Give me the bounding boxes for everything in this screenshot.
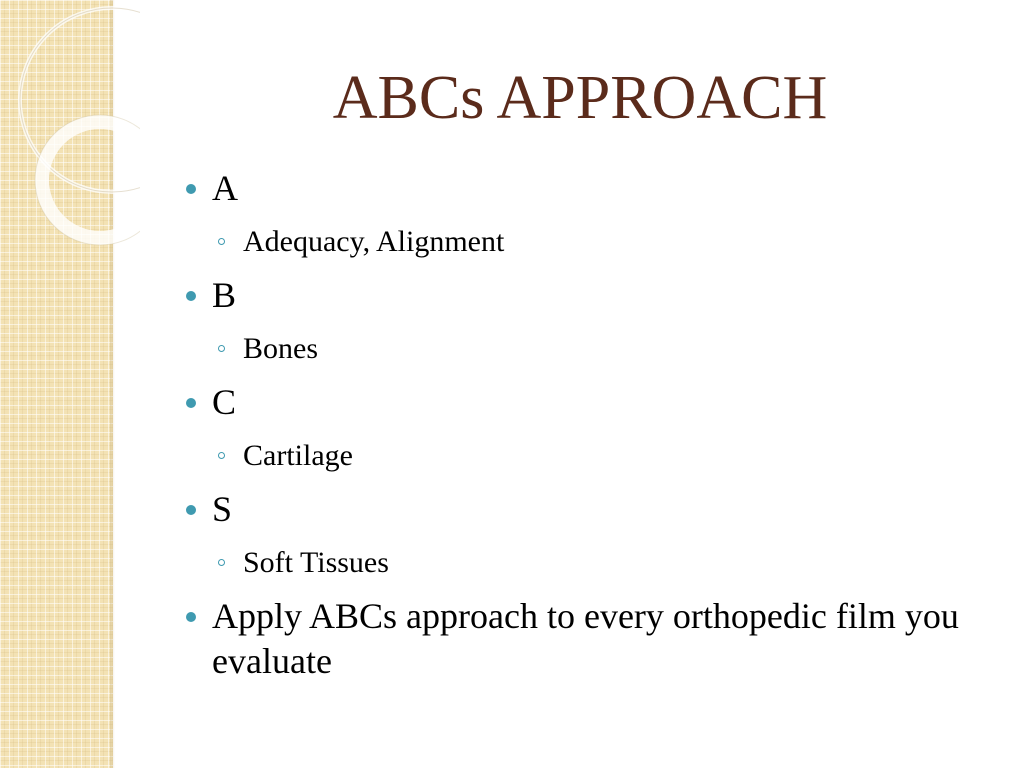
- subbullet-text: Cartilage: [243, 439, 353, 472]
- list-subitem: [184, 223, 984, 261]
- filled-circle-icon: [186, 398, 196, 408]
- hollow-circle-icon: [218, 559, 225, 566]
- bullet-label: B: [212, 275, 237, 315]
- list-subitem: [184, 330, 984, 368]
- list-item: [184, 380, 984, 425]
- bullet-label: S: [212, 489, 233, 529]
- bullet-label: C: [212, 382, 237, 422]
- filled-circle-icon: [186, 184, 196, 194]
- hollow-circle-icon: [218, 238, 225, 245]
- list-subitem: [184, 437, 984, 475]
- subbullet-text: Soft Tissues: [243, 546, 389, 579]
- hollow-circle-icon: [218, 452, 225, 459]
- decorative-rings-icon: [0, 0, 140, 260]
- subbullet-text: Adequacy, Alignment: [243, 225, 505, 258]
- subbullet-text: Bones: [243, 332, 318, 365]
- list-item: [184, 594, 984, 684]
- bullet-label: A: [212, 168, 238, 208]
- bullet-list: [184, 166, 984, 684]
- filled-circle-icon: [186, 612, 196, 622]
- filled-circle-icon: [186, 291, 196, 301]
- slide-title: ABCs APPROACH: [332, 64, 828, 132]
- final-bullet-text: Apply ABCs approach to every orthopedic film you evaluate: [212, 596, 959, 681]
- hollow-circle-icon: [218, 345, 225, 352]
- filled-circle-icon: [186, 505, 196, 515]
- list-item: [184, 166, 984, 211]
- list-item: [184, 487, 984, 532]
- list-subitem: [184, 544, 984, 582]
- list-item: [184, 273, 984, 318]
